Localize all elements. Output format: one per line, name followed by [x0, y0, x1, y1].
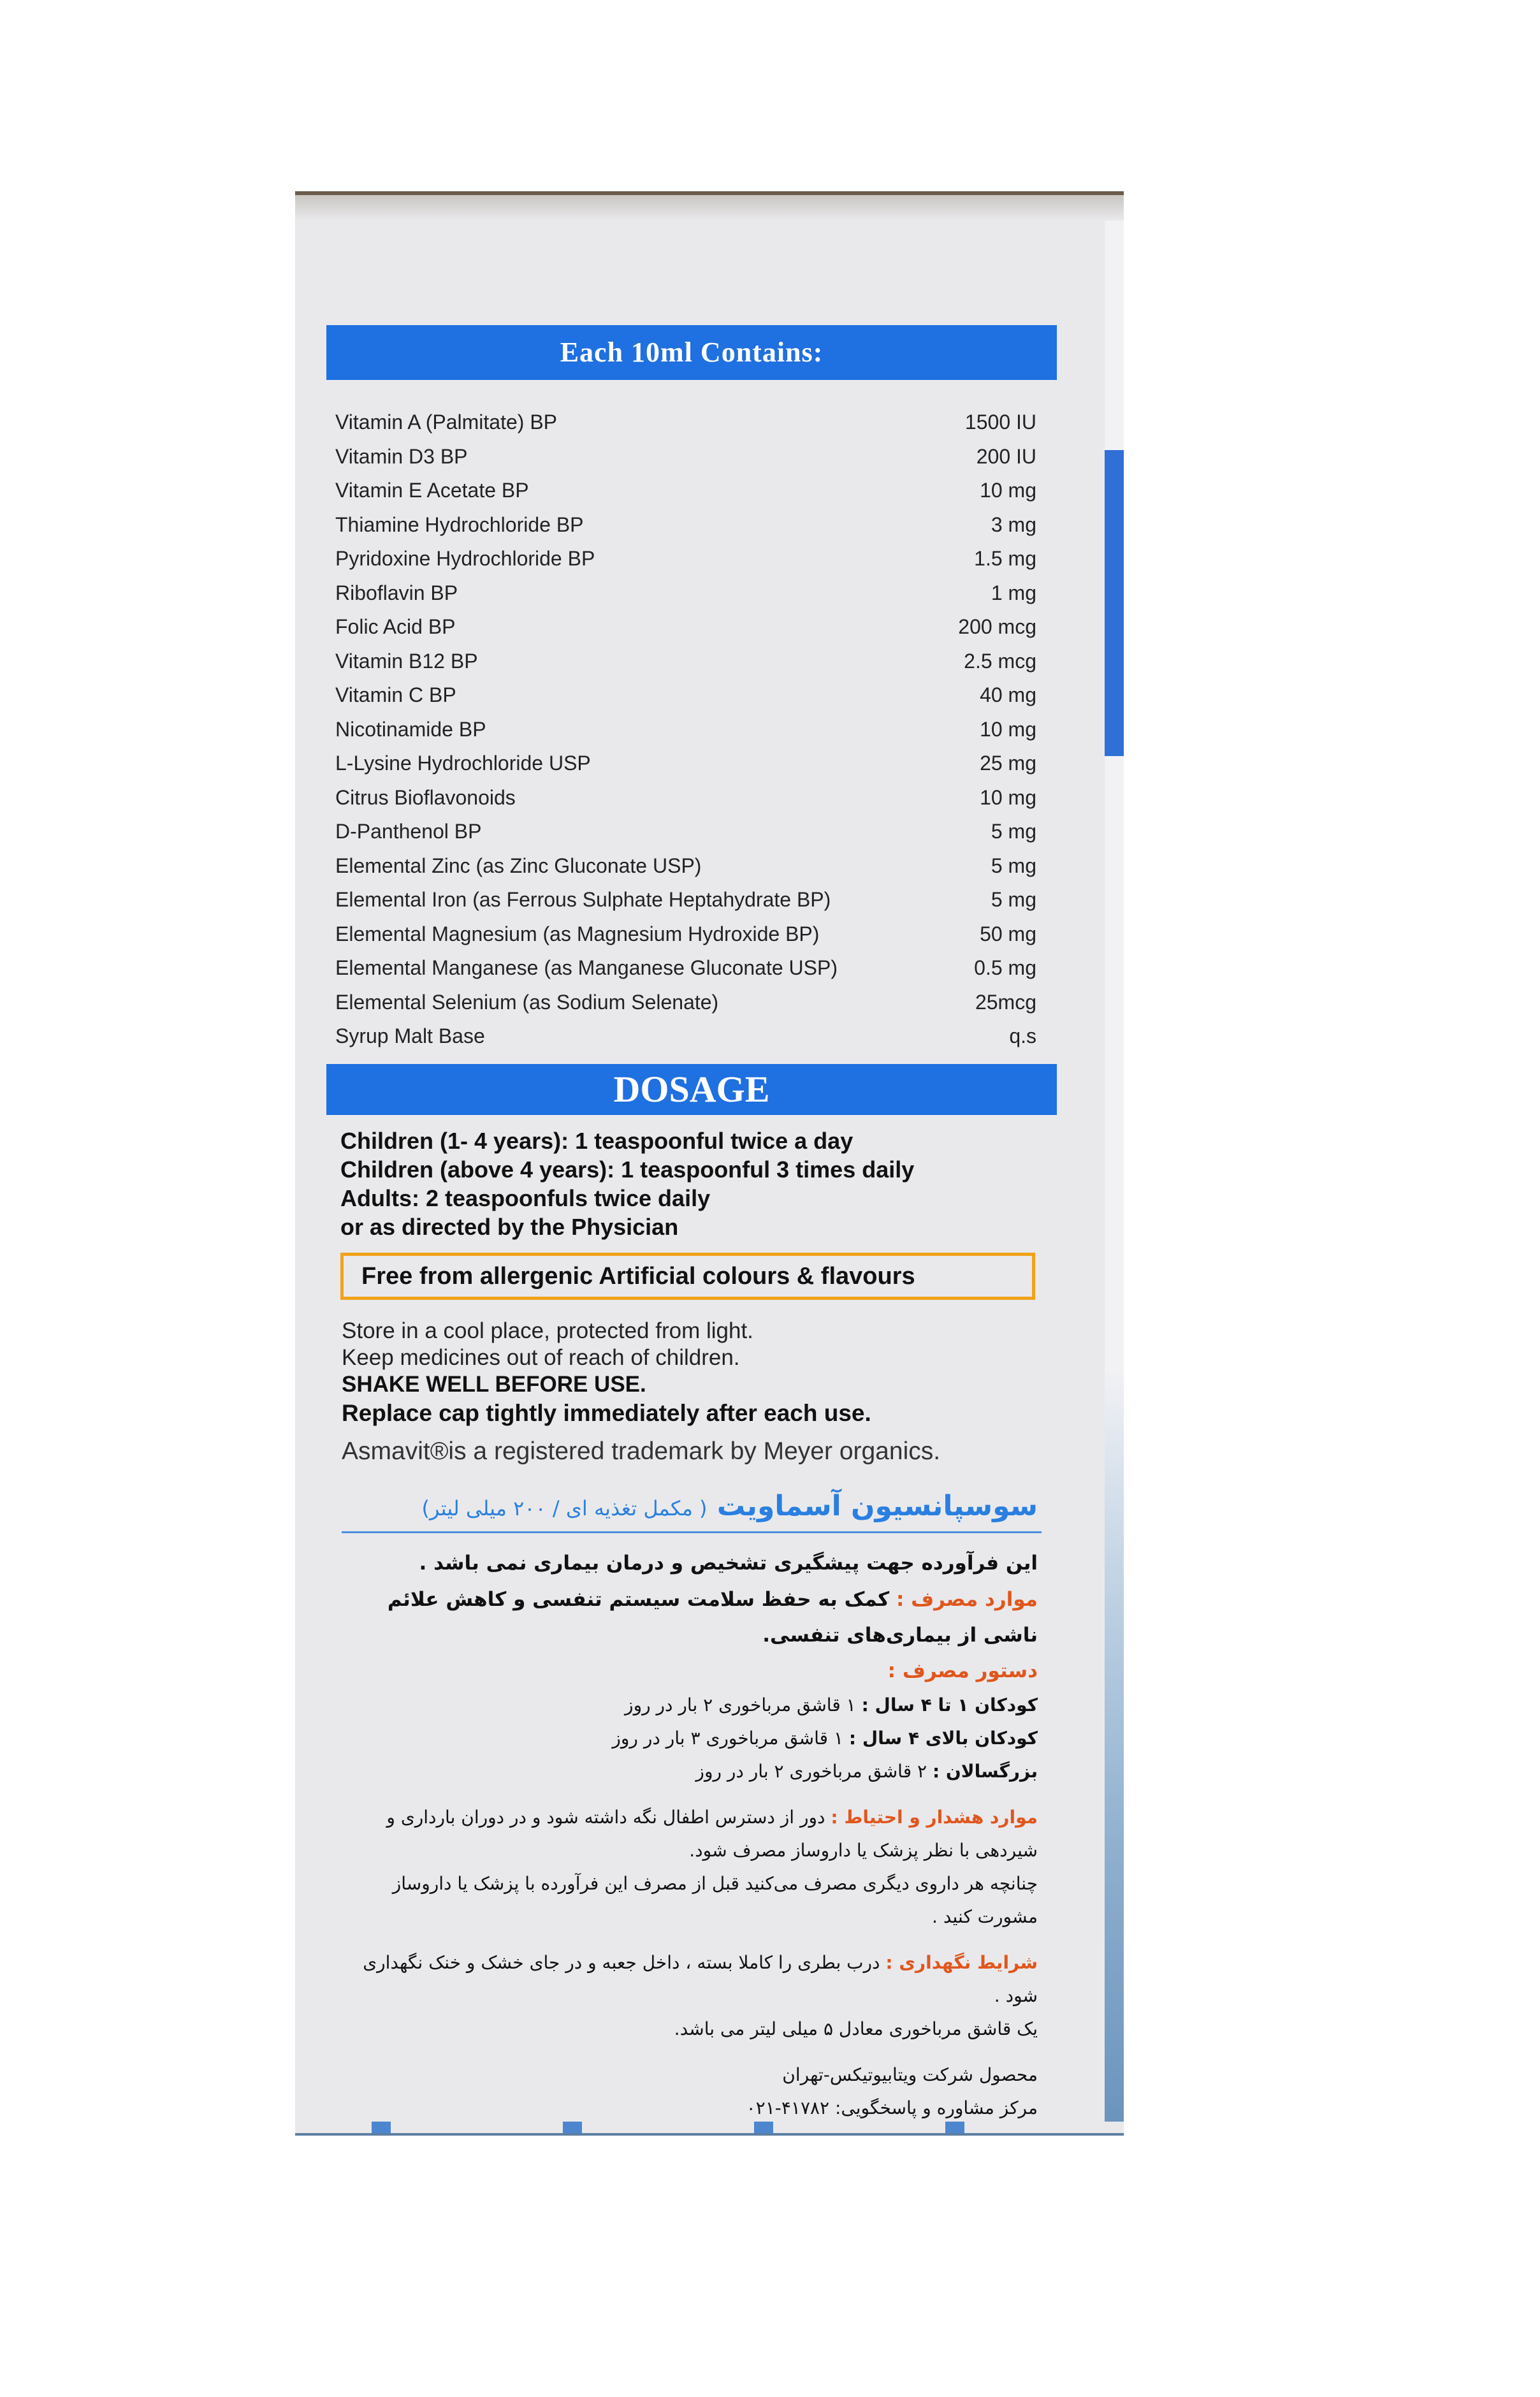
ingredient-row [326, 645, 1057, 679]
ingredient-row [326, 405, 1057, 440]
usage-text: کمک به حفظ سلامت سیستم تنفسی و کاهش علائم ناشی از بیماری‌های تنفسی. [387, 1587, 1038, 1647]
ingredient-amount: 2.5 mcg [964, 649, 1036, 673]
cap-warning: Replace cap tightly immediately after each use. [342, 1399, 871, 1426]
dosage-label: دستور مصرف : [887, 1659, 1038, 1682]
storage-line: Keep medicines out of reach of children. [342, 1344, 740, 1370]
storage-instructions [326, 1318, 1057, 1471]
ingredient-name: Riboflavin BP [335, 581, 458, 604]
dose-label: کودکان ۱ تا ۴ سال : [861, 1694, 1038, 1716]
ingredient-name: Vitamin C BP [335, 683, 456, 707]
usage-label: موارد مصرف : [896, 1587, 1038, 1611]
ingredient-amount: 10 mg [980, 479, 1036, 502]
persian-leaflet [326, 1545, 1057, 2125]
persian-usage [345, 1582, 1038, 1653]
ingredient-amount: 25 mg [980, 752, 1036, 775]
ingredient-name: Nicotinamide BP [335, 717, 486, 741]
ingredient-amount: 1500 IU [964, 411, 1036, 434]
ingredient-name: Elemental Selenium (as Sodium Selenate) [335, 990, 719, 1014]
ingredient-name: Vitamin E Acetate BP [335, 479, 529, 502]
ingredient-row [326, 713, 1057, 747]
ingredient-amount: 1 mg [991, 581, 1036, 604]
ingredient-row [326, 542, 1057, 576]
persian-contact: مرکز مشاوره و پاسخگویی: ۴۱۷۸۲-۰۲۱ [746, 2097, 1038, 2118]
ingredient-name: Thiamine Hydrochloride BP [335, 513, 584, 536]
ingredient-amount: 200 mcg [958, 615, 1036, 639]
ingredient-name: Elemental Magnesium (as Magnesium Hydroxide BP) [335, 922, 820, 945]
ingredient-row [326, 576, 1057, 611]
ingredient-row [326, 883, 1057, 917]
ingredient-name: Elemental Manganese (as Manganese Gluconate USP) [335, 956, 838, 980]
persian-dose-line [345, 1689, 1038, 1722]
ingredient-amount: q.s [1009, 1024, 1036, 1048]
ingredient-amount: 3 mg [991, 513, 1036, 536]
ingredient-row [326, 508, 1057, 543]
storage-text: درب بطری را کاملا بسته ، داخل جعبه و در جای خشک و خنک نگهداری شود . [363, 1951, 1038, 2006]
dosage-line: Adults: 2 teaspoonfuls twice daily [340, 1184, 711, 1211]
ingredient-name: Vitamin D3 BP [335, 444, 468, 468]
ingredient-name: Elemental Iron (as Ferrous Sulphate Heptahydrate BP) [335, 888, 831, 912]
dosage-header: DOSAGE [326, 1064, 1057, 1115]
ingredient-row [326, 440, 1057, 474]
label-content [326, 325, 1057, 2125]
ingredient-row [326, 474, 1057, 508]
ingredient-name: Pyridoxine Hydrochloride BP [335, 547, 595, 571]
ingredient-name: Elemental Zinc (as Zinc Gluconate USP) [335, 854, 702, 877]
ingredient-amount: 10 mg [980, 785, 1036, 809]
box-side-strip [1105, 221, 1124, 2133]
dosage-line: or as directed by the Physician [340, 1213, 679, 1240]
persian-warning [345, 1801, 1038, 1867]
storage-line: Store in a cool place, protected from light. [342, 1318, 753, 1343]
ingredient-row [326, 678, 1057, 713]
box-top-edge [295, 195, 1124, 221]
ingredient-name: Syrup Malt Base [335, 1024, 485, 1048]
storage-label: شرایط نگهداری : [885, 1951, 1038, 1973]
persian-dosage-heading [345, 1653, 1038, 1689]
ingredient-amount: 50 mg [980, 922, 1036, 945]
ingredient-name: Vitamin B12 BP [335, 649, 478, 673]
ingredient-amount: 10 mg [980, 717, 1036, 741]
dosage-line: Children (1- 4 years): 1 teaspoonful twice a day [340, 1127, 854, 1154]
ingredient-amount: 25mcg [975, 990, 1036, 1014]
ingredient-row [326, 986, 1057, 1020]
ingredient-row [326, 917, 1057, 952]
persian-manufacturer: محصول شرکت ویتابیوتیکس-تهران [782, 2064, 1038, 2085]
dose-text: ۲ قاشق مرباخوری ۲ بار در روز [695, 1760, 927, 1782]
dose-label: کودکان بالای ۴ سال : [848, 1727, 1038, 1749]
ingredient-amount: 40 mg [980, 683, 1036, 707]
ingredient-amount: 0.5 mg [974, 956, 1036, 980]
dosage-lines [326, 1126, 1057, 1241]
contains-header: Each 10ml Contains: [326, 325, 1057, 380]
ingredient-name: Citrus Bioflavonoids [335, 785, 516, 809]
ingredient-name: L-Lysine Hydrochloride USP [335, 752, 591, 775]
persian-product-title [326, 1490, 1057, 1522]
dosage-line: Children (above 4 years): 1 teaspoonful 3 times daily [340, 1156, 915, 1183]
ingredient-row [326, 781, 1057, 815]
ingredients-table [326, 405, 1057, 1054]
persian-storage [345, 1946, 1038, 2013]
title-divider [342, 1531, 1042, 1533]
persian-subtitle: ( مکمل تغذیه ای / ۲۰۰ میلی لیتر) [421, 1496, 708, 1520]
dose-text: ۱ قاشق مرباخوری ۲ بار در روز [625, 1694, 856, 1716]
ingredient-row [326, 747, 1057, 781]
ingredient-row [326, 951, 1057, 986]
ingredient-amount: 200 IU [976, 444, 1036, 468]
persian-title: سوسپانسیون آسماویت [716, 1489, 1038, 1522]
ingredient-row [326, 610, 1057, 645]
ingredient-name: D-Panthenol BP [335, 820, 482, 843]
persian-interaction: چنانچه هر داروی دیگری مصرف می‌کنید قبل از مصرف این فرآورده با پزشک یا داروساز مشورت کنید . [392, 1872, 1038, 1927]
dose-text: ۱ قاشق مرباخوری ۳ بار در روز [612, 1727, 844, 1749]
ingredient-name: Vitamin A (Palmitate) BP [335, 411, 557, 434]
warning-text: دور از دسترس اطفال نگه داشته شود و در دوران بارداری و شیردهی با نظر پزشک یا داروساز مصرف شود. [386, 1806, 1038, 1861]
dose-label: بزرگسالان : [932, 1760, 1038, 1782]
allergen-notice: Free from allergenic Artificial colours & flavours [340, 1253, 1035, 1300]
persian-spoon-note: یک قاشق مرباخوری معادل ۵ میلی لیتر می باشد. [674, 2018, 1038, 2039]
trademark-notice: Asmavit®is a registered trademark by Meyer organics. [342, 1437, 941, 1465]
persian-dose-line [345, 1722, 1038, 1755]
ingredient-name: Folic Acid BP [335, 615, 456, 639]
persian-intro: این فرآورده جهت پیشگیری تشخیص و درمان بیماری نمی باشد . [419, 1551, 1038, 1575]
ingredient-row [326, 1019, 1057, 1054]
ingredient-amount: 1.5 mg [974, 547, 1036, 571]
shake-warning: SHAKE WELL BEFORE USE. [342, 1371, 646, 1397]
ingredient-row [326, 849, 1057, 884]
ingredient-amount: 5 mg [991, 888, 1036, 912]
ingredient-amount: 5 mg [991, 820, 1036, 843]
ingredient-amount: 5 mg [991, 854, 1036, 877]
warning-label: موارد هشدار و احتیاط : [831, 1806, 1038, 1828]
persian-dose-line [345, 1755, 1038, 1788]
ingredient-row [326, 815, 1057, 849]
